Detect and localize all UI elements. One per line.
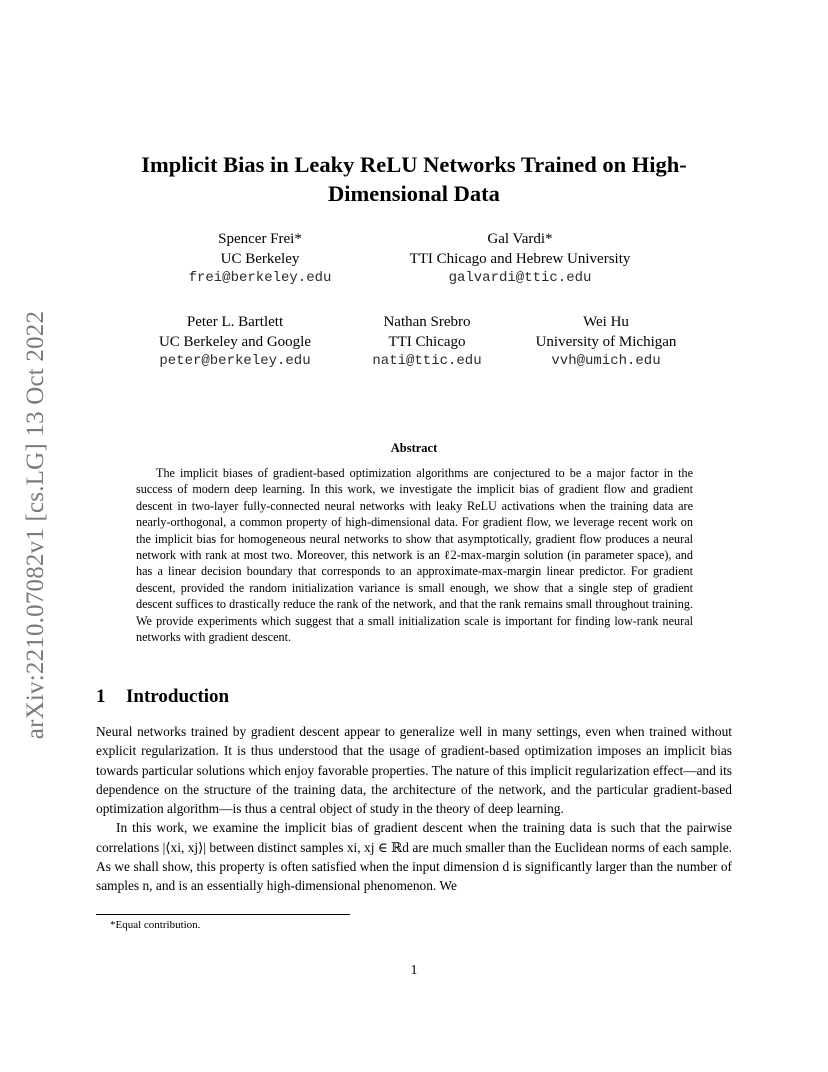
author-block (516, 313, 696, 372)
footnote-rule (96, 914, 350, 915)
arxiv-id: arXiv:2210.07082v1 [cs.LG] 13 Oct 2022 (22, 310, 49, 740)
section-body (96, 722, 732, 896)
author-name: Peter L. Bartlett (186, 314, 284, 330)
author-name: Gal Vardi* (487, 231, 553, 247)
author-affiliation: UC Berkeley and Google (158, 333, 312, 350)
section-heading (96, 686, 229, 708)
author-name: Nathan Srebro (383, 314, 471, 330)
section-number: 1 (96, 686, 106, 707)
paper-title: Implicit Bias in Leaky ReLU Networks Trained on High-Dimensional Data (141, 152, 687, 206)
abstract-heading: Abstract (390, 441, 438, 455)
section-title: Introduction (126, 686, 230, 707)
author-affiliation: TTI Chicago and Hebrew University (409, 250, 631, 267)
body-paragraph: In this work, we examine the implicit bias of gradient descent when the training data is such that the pairwise correlations |⟨xi, xj⟩| between distinct samples xi, xj ∈ ℝd are much smaller than the Euclidean norms of each sample. As we shall show, this property is often satisfied when the input dimension d is significantly larger than the number of samples n, and is an essentially high-dimensional phenomenon. We (96, 820, 732, 894)
author-name: Spencer Frei* (218, 231, 302, 247)
author-email[interactable]: nati@ttic.edu (372, 353, 482, 369)
author-block (352, 313, 502, 372)
author-email[interactable]: vvh@umich.edu (551, 353, 661, 369)
author-email[interactable]: peter@berkeley.edu (159, 353, 311, 369)
author-affiliation: University of Michigan (535, 333, 677, 350)
author-block (380, 230, 660, 289)
abstract-text: The implicit biases of gradient-based optimization algorithms are conjectured to be a major factor in the success of modern deep learning. In this work, we investigate the implicit bias of gradient flow and gradient descent in two-layer fully-connected neural networks with leaky ReLU activations when the training data are nearly-orthogonal, a common property of high-dimensional data. For gradient flow, we leverage recent work on the implicit bias for homogeneous neural networks to show that asymptotically, gradient flow produces a neural network with rank at most two. Moreover, this network is an ℓ2-max-margin solution (in parameter space), and has a linear decision boundary that corresponds to an approximate-max-margin linear predictor. For gradient descent, provided the random initialization variance is small enough, we show that a single step of gradient descent suffices to drastically reduce the rank of the network, and that the rank remains small throughout training. We provide experiments which suggest that a small initialization scale is important for finding low-rank neural networks with gradient descent. (136, 466, 693, 645)
author-email[interactable]: galvardi@ttic.edu (448, 270, 592, 286)
author-block (130, 313, 340, 372)
author-block (170, 230, 350, 289)
footnote: *Equal contribution. (110, 919, 201, 931)
author-email[interactable]: frei@berkeley.edu (188, 270, 332, 286)
author-affiliation: UC Berkeley (220, 250, 300, 267)
body-paragraph: Neural networks trained by gradient descent appear to generalize well in many settings, even when trained without explicit regularization. It is thus understood that the usage of gradient-based optimization imposes an implicit bias towards particular solutions which enjoy favorable properties. The nature of this implicit regularization effect—and its dependence on the structure of the training data, the architecture of the network, and the particular gradient-based optimization algorithm—is thus a central object of study in the theory of deep learning. (96, 724, 732, 817)
page-number: 1 (410, 962, 418, 977)
author-name: Wei Hu (583, 314, 629, 330)
arxiv-stamp (16, 290, 56, 760)
author-affiliation: TTI Chicago (388, 333, 466, 350)
